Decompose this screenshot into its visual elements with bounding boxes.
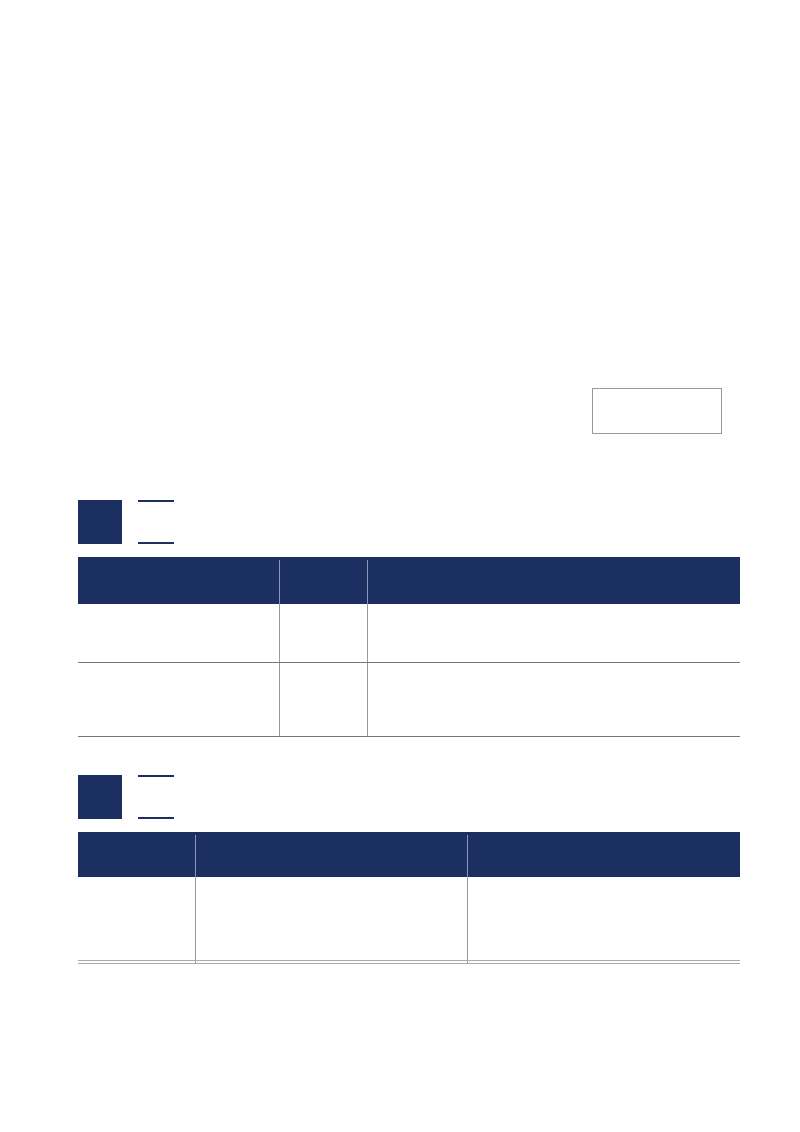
top-color-bar [78, 142, 738, 149]
table-row [78, 662, 740, 736]
table-header-row [78, 559, 740, 605]
color-segment [672, 222, 738, 229]
section1-number [78, 500, 122, 544]
count-cell [279, 604, 367, 662]
color-segment [540, 222, 606, 229]
table-row [78, 877, 740, 963]
table-row [78, 604, 740, 662]
color-segment [78, 142, 140, 149]
submission-place-cell [467, 877, 740, 963]
category-cell [78, 877, 195, 963]
header-passers [367, 559, 740, 605]
passer-cell [367, 662, 740, 736]
seal-omitted-box [592, 388, 722, 434]
header-category [78, 834, 195, 878]
section2-title [138, 775, 174, 819]
table-header-row [78, 834, 740, 878]
header-count [279, 559, 367, 605]
color-segment [326, 142, 738, 149]
section2-heading [78, 775, 174, 819]
field-cell [78, 662, 279, 736]
registration-schedule-table [78, 832, 740, 964]
color-segment [202, 142, 264, 149]
section1-title [138, 500, 174, 544]
color-segment [408, 222, 474, 229]
field-cell [78, 604, 279, 662]
period-cell [195, 877, 467, 963]
color-segment [474, 222, 540, 229]
final-passers-table [78, 557, 740, 737]
count-cell [279, 662, 367, 736]
color-segment [78, 222, 408, 229]
bottom-color-bar [78, 222, 738, 229]
section2-number [78, 775, 122, 819]
color-segment [140, 142, 202, 149]
header-submission-place [467, 834, 740, 878]
color-segment [606, 222, 672, 229]
passer-cell [367, 604, 740, 662]
header-period [195, 834, 467, 878]
header-field [78, 559, 279, 605]
section1-heading [78, 500, 174, 544]
cancellation-warning [78, 960, 740, 964]
color-segment [264, 142, 326, 149]
